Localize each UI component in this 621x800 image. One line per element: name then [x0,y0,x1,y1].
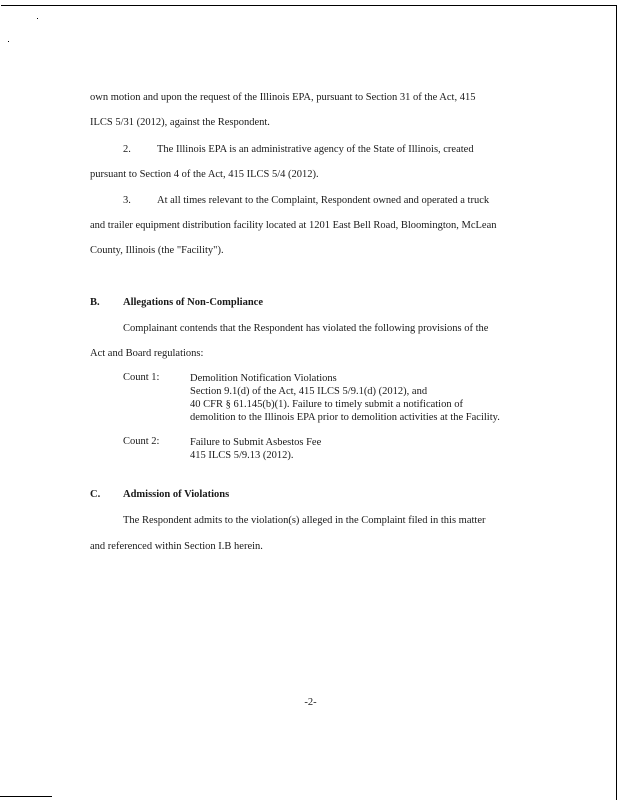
page-number: -2- [304,697,317,708]
section-b-letter: B. [90,297,100,308]
paragraph-3-number: 3. [123,195,131,206]
count-2-label: Count 2: [123,436,160,447]
count-1-line-4: demolition to the Illinois EPA prior to demolition activities at the Facility. [190,412,500,423]
right-border [616,5,617,800]
paragraph-1-line-1: own motion and upon the request of the Illinois EPA, pursuant to Section 31 of the Act, 415 [90,92,476,103]
section-c-line-2: and referenced within Section I.B herein. [90,541,263,552]
paragraph-3-line-3: County, Illinois (the "Facility"). [90,245,224,256]
paragraph-3-line-1: At all times relevant to the Complaint, Respondent owned and operated a truck [157,195,490,206]
count-1-line-2: Section 9.1(d) of the Act, 415 ILCS 5/9.1(d) (2012), and [190,386,428,397]
section-b-title: Allegations of Non-Compliance [123,297,263,308]
section-b-intro-line-2: Act and Board regulations: [90,348,204,359]
paragraph-2-number: 2. [123,144,131,155]
count-1-line-3: 40 CFR § 61.145(b)(1). Failure to timely submit a notification of [190,399,463,410]
section-c-title: Admission of Violations [123,489,230,500]
paragraph-3-line-2: and trailer equipment distribution facility located at 1201 East Bell Road, Bloomington, McLean [90,220,497,231]
section-c-line-1: The Respondent admits to the violation(s) alleged in the Complaint filed in this matter [123,515,486,526]
paragraph-2-line-2: pursuant to Section 4 of the Act, 415 ILCS 5/4 (2012). [90,169,319,180]
count-1-label: Count 1: [123,372,160,383]
section-c-letter: C. [90,489,101,500]
count-2-line-1: Failure to Submit Asbestos Fee [190,437,322,448]
top-border [1,5,617,6]
count-2-line-2: 415 ILCS 5/9.13 (2012). [190,450,294,461]
scan-speck [8,41,9,42]
paragraph-2-line-1: The Illinois EPA is an administrative agency of the State of Illinois, created [157,144,474,155]
section-b-intro-line-1: Complainant contends that the Respondent has violated the following provisions of the [123,323,489,334]
paragraph-1-line-2: ILCS 5/31 (2012), against the Respondent. [90,117,270,128]
bottom-left-mark [0,796,52,797]
count-1-line-1: Demolition Notification Violations [190,373,337,384]
scan-speck [37,18,38,19]
